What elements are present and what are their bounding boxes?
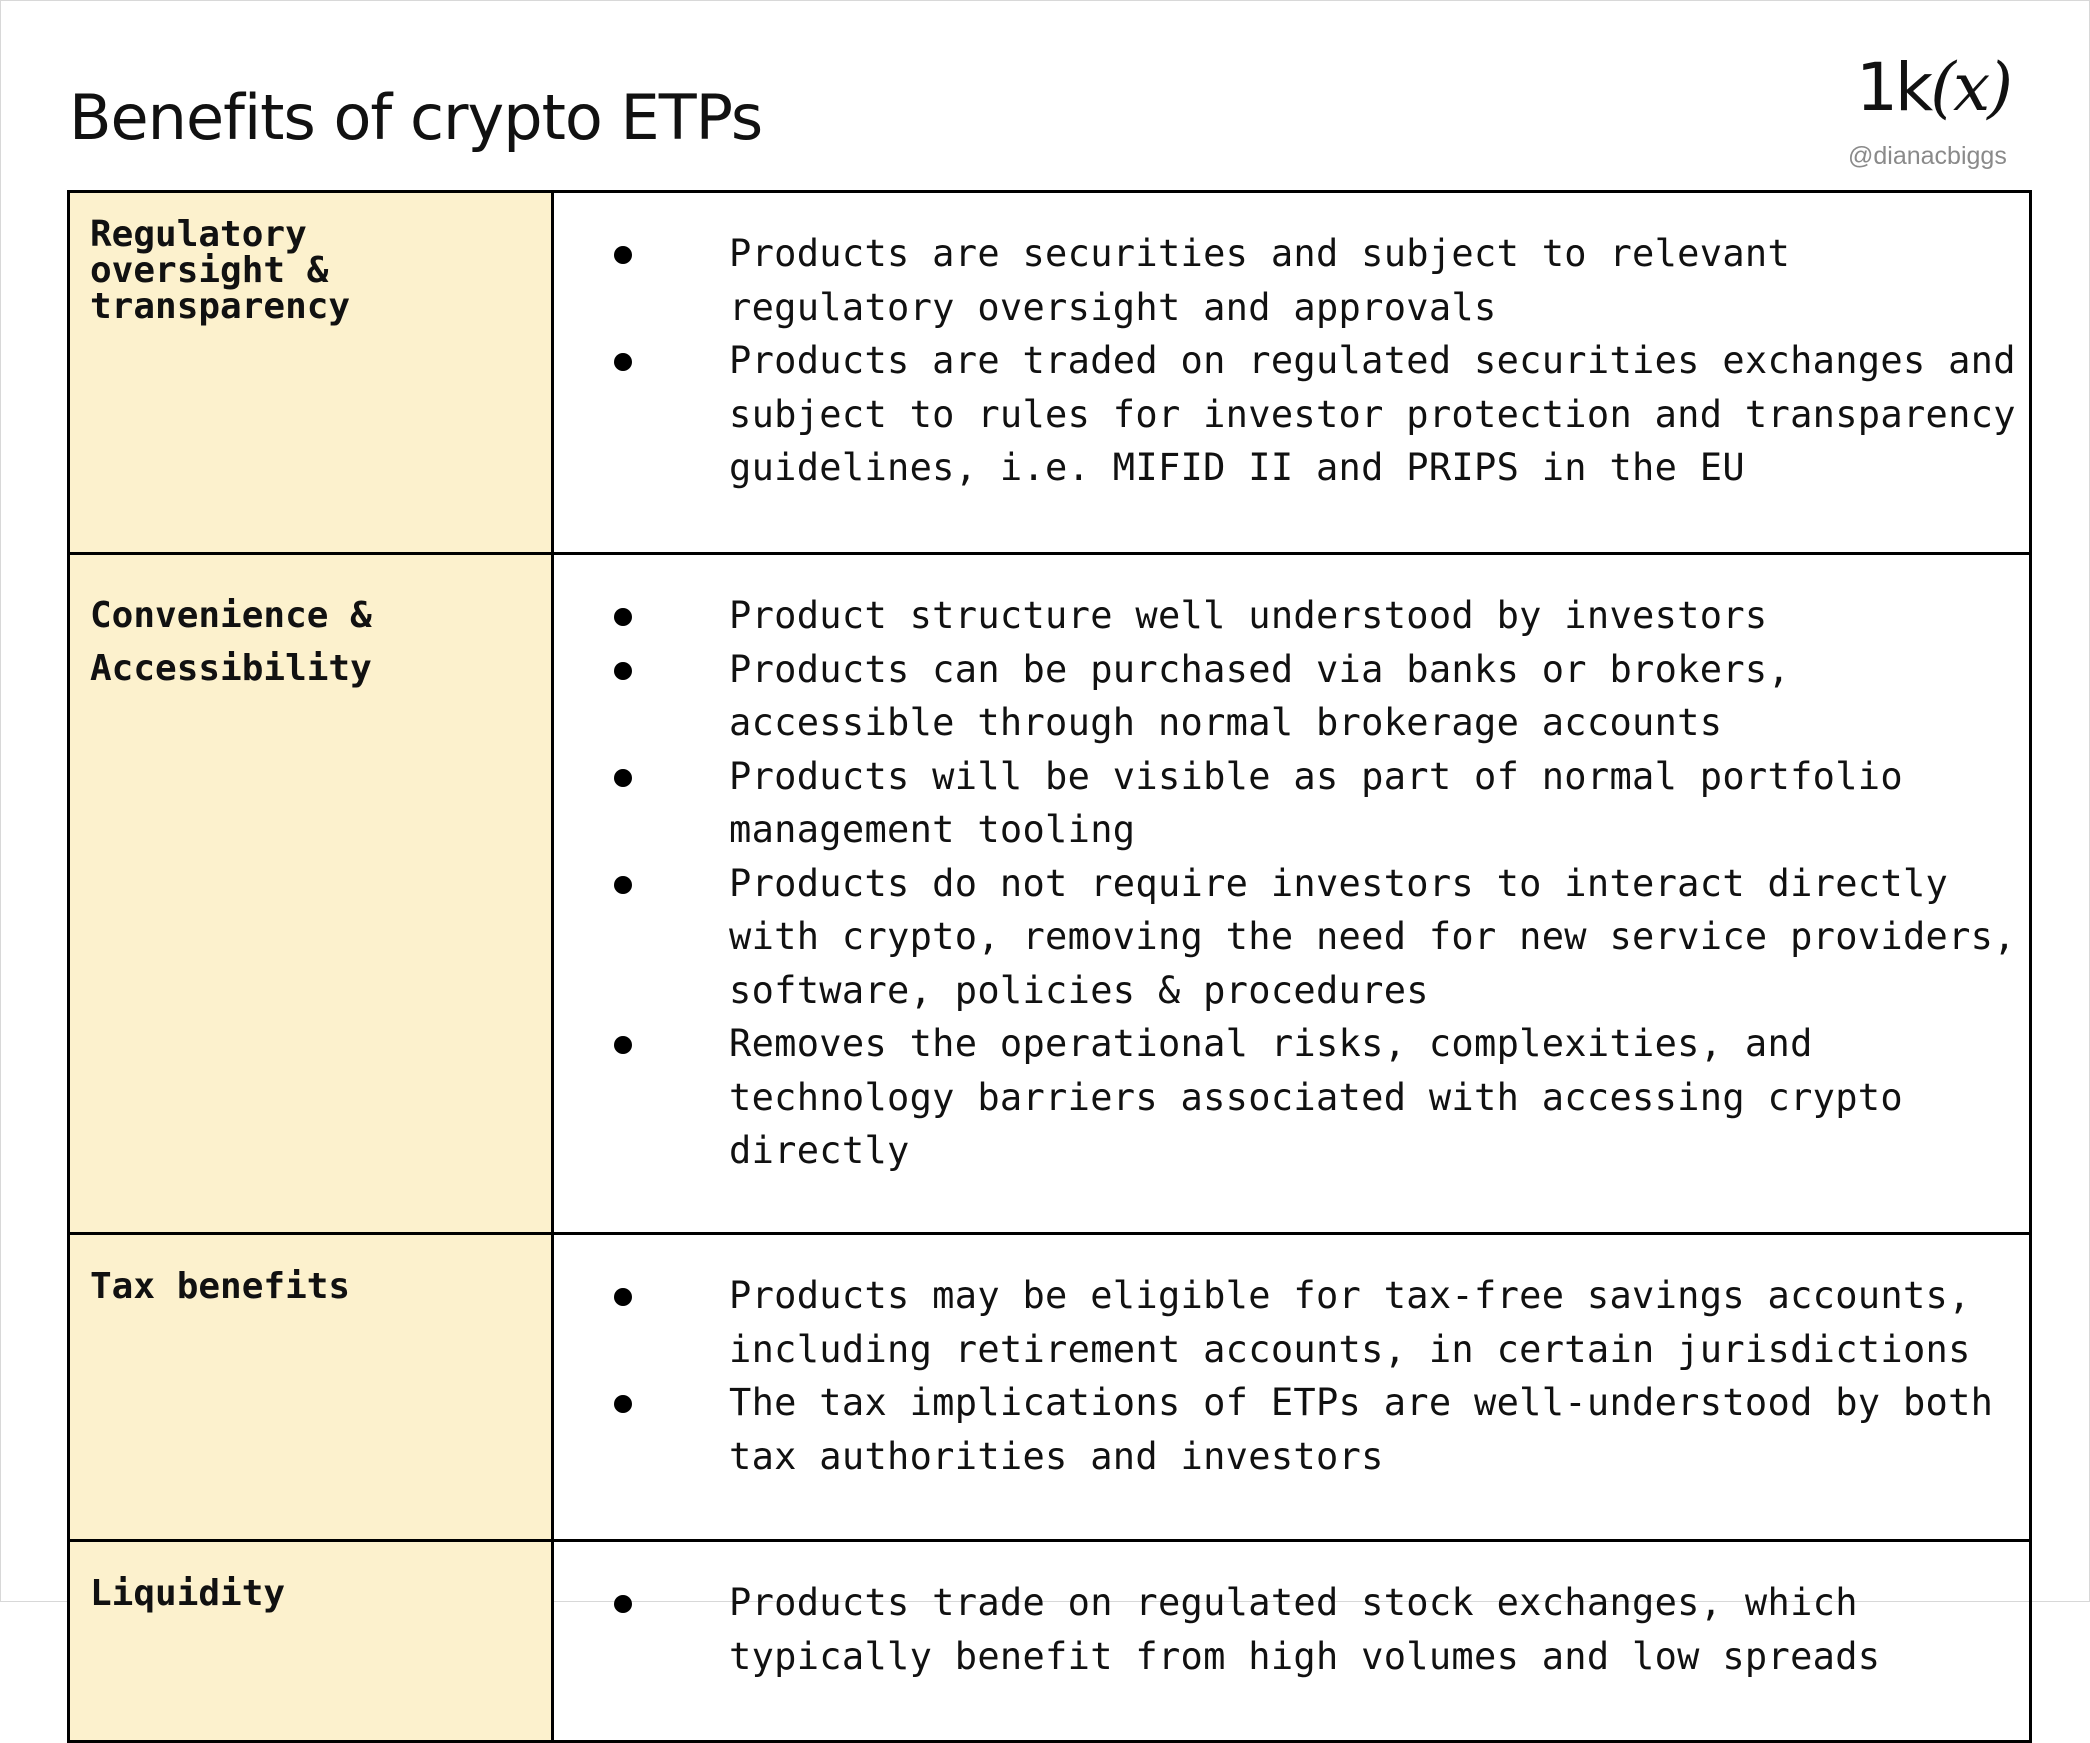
list-item [614,1017,2021,1178]
category-label-line: Convenience & [90,595,372,636]
benefit-text: Products are securities and subject to relevant regulatory oversight and approvals [729,232,1791,329]
bullet-icon [614,608,632,626]
benefits-cell [553,1234,2031,1541]
table-row [69,1541,2031,1742]
benefit-text: Product structure well understood by investors [729,594,1768,637]
brand-logo [1856,49,2010,126]
category-cell [69,1541,553,1742]
category-label-line: Liquidity [90,1573,286,1614]
bullet-icon [614,876,632,894]
benefit-text: Products can be purchased via banks or brokers, accessible through normal brokerage accounts [729,647,1791,744]
bullet-icon [614,1595,632,1613]
benefit-text: The tax implications of ETPs are well-understood by both tax authorities and investors [729,1381,1994,1478]
list-item [614,227,2021,334]
logo-variable: (𝑥) [1930,49,2010,126]
benefit-text: Products do not require investors to interact directly with crypto, removing the need for new service providers, software, policies & procedures [729,861,2016,1012]
category-cell [69,554,553,1234]
benefits-cell [553,192,2031,554]
category-label-line: oversight & [90,250,329,291]
category-cell [69,192,553,554]
bullet-icon [614,662,632,680]
category-label-line: Regulatory [90,214,307,255]
benefit-text: Products are traded on regulated securities exchanges and subject to rules for investor protection and transparency guidelines, i.e. MIFID II and PRIPS in the EU [729,339,2016,489]
list-item [614,334,2021,495]
category-label-line: Tax benefits [90,1266,351,1307]
benefit-list [614,227,2021,495]
benefit-text: Products may be eligible for tax-free savings accounts, including retirement accounts, in certain jurisdictions [729,1274,1971,1371]
bullet-icon [614,769,632,787]
benefits-table [67,190,2032,1743]
benefit-text: Removes the operational risks, complexities, and technology barriers associated with accessing crypto directly [729,1022,1903,1172]
author-handle: @dianacbiggs [1848,142,2007,170]
category-label-line: transparency [90,286,351,327]
bullet-icon [614,1036,632,1054]
table-row [69,1234,2031,1541]
benefits-cell [553,554,2031,1234]
list-item [614,589,2021,643]
bullet-icon [614,1288,632,1306]
page-title: Benefits of crypto ETPs [69,81,763,154]
benefit-text: Products trade on regulated stock exchanges, which typically benefit from high volumes and low spreads [729,1581,1881,1678]
bullet-icon [614,353,632,371]
benefit-list [614,1576,2021,1683]
logo-text: 1k [1856,49,1931,126]
list-item [614,643,2021,750]
list-item [614,857,2021,1018]
list-item [614,1269,2021,1376]
list-item [614,750,2021,857]
table-row [69,192,2031,554]
benefit-list [614,589,2021,1178]
bullet-icon [614,246,632,264]
category-label-line: Accessibility [90,648,372,689]
benefits-cell [553,1541,2031,1742]
table-row [69,554,2031,1234]
benefit-text: Products will be visible as part of normal portfolio management tooling [729,754,1903,851]
benefit-list [614,1269,2021,1483]
list-item [614,1376,2021,1483]
bullet-icon [614,1395,632,1413]
list-item [614,1576,2021,1683]
category-cell [69,1234,553,1541]
